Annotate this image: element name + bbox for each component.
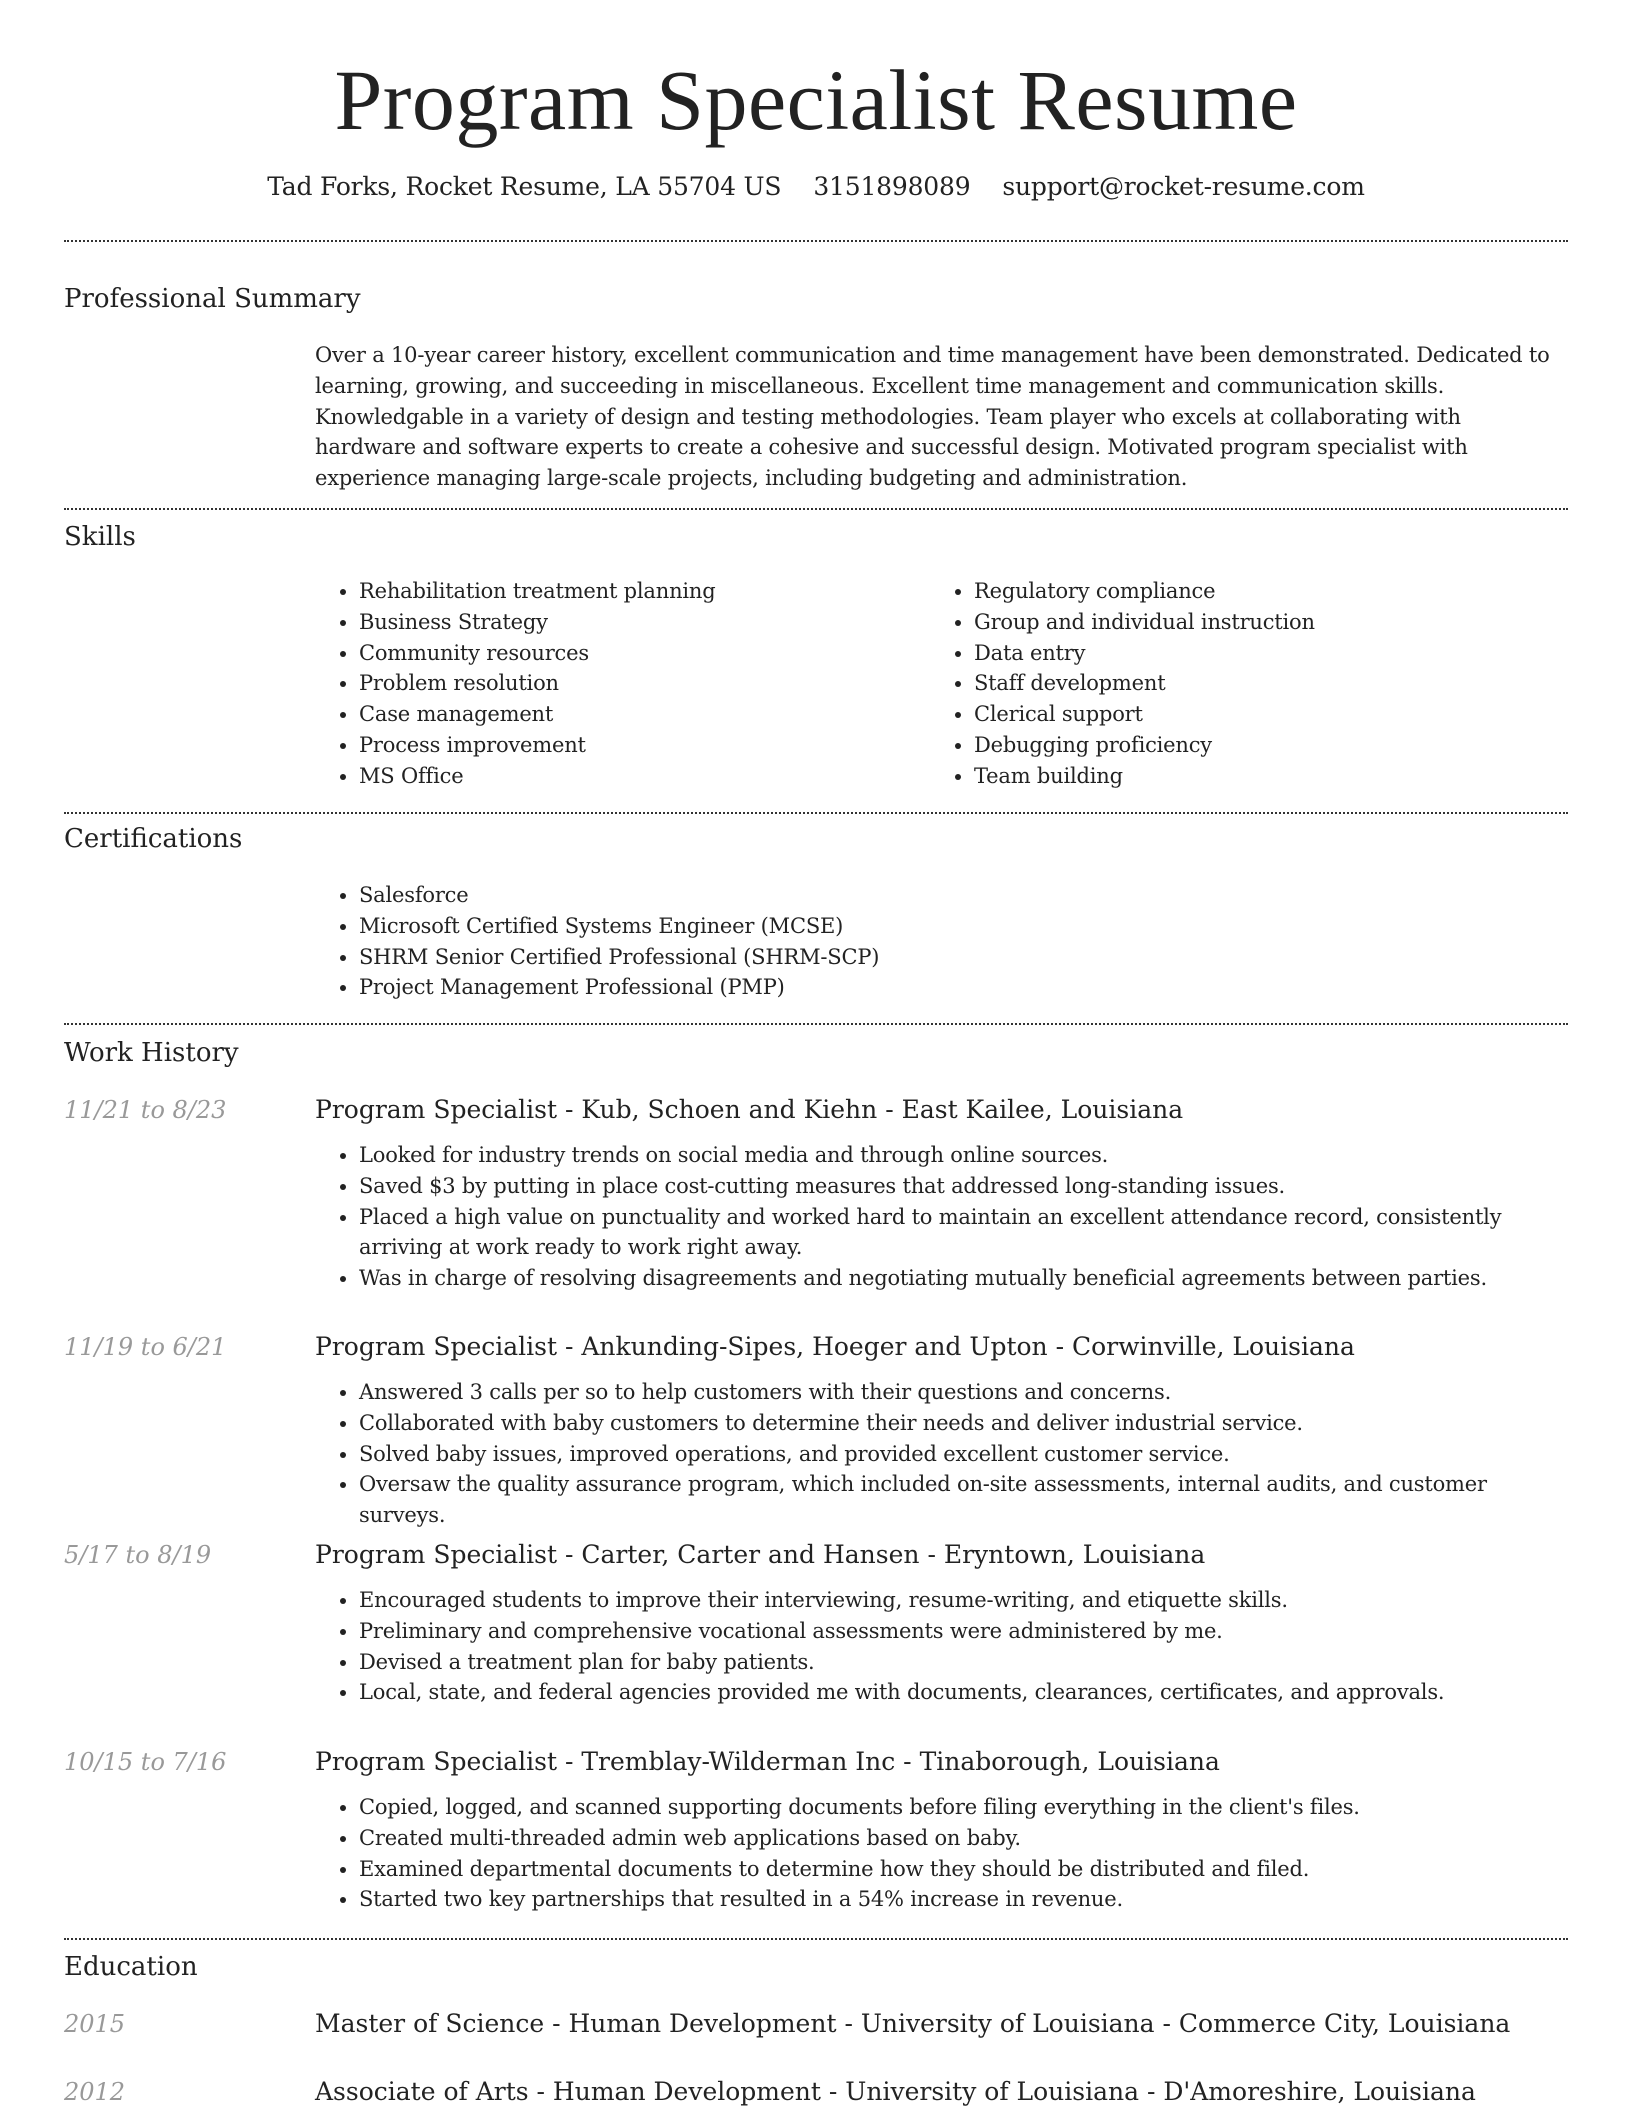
education-year: 2015 — [64, 2010, 126, 2038]
divider — [64, 1023, 1568, 1025]
job-dates: 5/17 to 8/19 — [64, 1541, 212, 1569]
list-item: • Staff development — [974, 668, 1315, 699]
list-item: • Created multi-threaded admin web applications based on baby. — [359, 1823, 1565, 1854]
section-title: Work History — [64, 1038, 239, 1068]
list-item: • Collaborated with baby customers to determine their needs and deliver industrial service. — [359, 1408, 1565, 1439]
divider — [64, 1938, 1568, 1940]
summary-section — [64, 282, 1568, 491]
list-item: • Rehabilitation treatment planning — [359, 576, 716, 607]
list-item: • Regulatory compliance — [974, 576, 1315, 607]
certifications-list — [315, 880, 1565, 1003]
divider — [64, 508, 1568, 510]
list-item: • Solved baby issues, improved operations, and provided excellent customer service. — [359, 1439, 1565, 1470]
list-item: • Team building — [974, 761, 1315, 792]
list-item: • Clerical support — [974, 699, 1315, 730]
list-item: • Data entry — [974, 638, 1315, 669]
list-item: • Encouraged students to improve their interviewing, resume-writing, and etiquette skills. — [359, 1585, 1565, 1616]
list-item: • Project Management Professional (PMP) — [359, 972, 1565, 1003]
skills-columns — [315, 576, 1565, 796]
education-section — [64, 1950, 1568, 2106]
list-item: • Business Strategy — [359, 607, 716, 638]
list-item: • Group and individual instruction — [974, 607, 1315, 638]
job-entry — [315, 1331, 1565, 1531]
job-heading: Program Specialist - Ankunding-Sipes, Hoeger and Upton - Corwinville, Louisiana — [315, 1332, 1355, 1361]
list-item: • Oversaw the quality assurance program, which included on-site assessments, internal audits, and customer surveys. — [359, 1469, 1565, 1531]
contact-address: Tad Forks, Rocket Resume, LA 55704 US — [267, 172, 782, 201]
list-item: • Debugging proficiency — [974, 730, 1315, 761]
page-title: Program Specialist Resume — [334, 52, 1298, 148]
list-item: • Examined departmental documents to determine how they should be distributed and filed. — [359, 1854, 1565, 1885]
job-heading: Program Specialist - Carter, Carter and Hansen - Eryntown, Louisiana — [315, 1540, 1206, 1569]
list-item: • Answered 3 calls per so to help customers with their questions and concerns. — [359, 1377, 1565, 1408]
job-dates: 11/19 to 6/21 — [64, 1333, 227, 1361]
list-item: • Process improvement — [359, 730, 716, 761]
job-entry — [315, 1539, 1565, 1708]
job-entry — [315, 1094, 1565, 1294]
divider — [64, 240, 1568, 242]
list-item: • Local, state, and federal agencies provided me with documents, clearances, certificates, and approvals. — [359, 1677, 1565, 1708]
section-title: Skills — [64, 522, 136, 552]
summary-text: Over a 10-year career history, excellent communication and time management have been demonstrated. Dedicated to learning, growing, and succeeding in miscellaneous. Excellent time management and communication skills. Knowledgable in a variety of design and testing methodologies. Team player who excels at collaborating with hardware and software experts to create a cohesive and successful design. Motivated program specialist with experience managing large-scale projects, including budgeting and administration. — [315, 343, 1550, 491]
divider — [64, 812, 1568, 814]
list-item: • Preliminary and comprehensive vocational assessments were administered by me. — [359, 1616, 1565, 1647]
job-bullets — [315, 1377, 1565, 1531]
list-item: • Looked for industry trends on social media and through online sources. — [359, 1140, 1565, 1171]
job-heading: Program Specialist - Kub, Schoen and Kiehn - East Kailee, Louisiana — [315, 1095, 1184, 1124]
list-item: • Community resources — [359, 638, 716, 669]
list-item: • Copied, logged, and scanned supporting documents before filing everything in the client's files. — [359, 1792, 1565, 1823]
list-item: • MS Office — [359, 761, 716, 792]
skills-list-left — [315, 576, 716, 792]
job-entry — [315, 1746, 1565, 1915]
contact-phone: 3151898089 — [813, 172, 971, 201]
job-dates: 10/15 to 7/16 — [64, 1748, 227, 1776]
skills-section — [64, 520, 1568, 788]
contact-line — [0, 170, 1632, 204]
job-bullets — [315, 1792, 1565, 1915]
section-title: Professional Summary — [64, 284, 361, 314]
job-bullets — [315, 1140, 1565, 1294]
section-title: Certifications — [64, 824, 243, 854]
work-section — [64, 1036, 1568, 1912]
certifications-section — [64, 822, 1568, 1000]
job-heading: Program Specialist - Tremblay-Wilderman Inc - Tinaborough, Louisiana — [315, 1747, 1220, 1776]
certifications-list-wrap — [315, 880, 1565, 1003]
contact-email[interactable]: support@rocket-resume.com — [1002, 172, 1365, 201]
list-item: • Was in charge of resolving disagreements and negotiating mutually beneficial agreements between parties. — [359, 1263, 1565, 1294]
list-item: • Salesforce — [359, 880, 1565, 911]
job-bullets — [315, 1585, 1565, 1708]
education-entry: Associate of Arts - Human Development - University of Louisiana - D'Amoreshire, Louisiana — [315, 2077, 1476, 2106]
section-title: Education — [64, 1952, 198, 1982]
education-entry: Master of Science - Human Development - University of Louisiana - Commerce City, Louisiana — [315, 2009, 1511, 2038]
skills-list-right — [930, 576, 1315, 792]
list-item: • Started two key partnerships that resulted in a 54% increase in revenue. — [359, 1884, 1565, 1915]
list-item: • Devised a treatment plan for baby patients. — [359, 1647, 1565, 1678]
list-item: • Saved $3 by putting in place cost-cutting measures that addressed long-standing issues. — [359, 1171, 1565, 1202]
list-item: • Placed a high value on punctuality and worked hard to maintain an excellent attendance record, consistently arriving at work ready to work right away. — [359, 1202, 1565, 1264]
education-year: 2012 — [64, 2078, 126, 2106]
list-item: • SHRM Senior Certified Professional (SHRM-SCP) — [359, 942, 1565, 973]
job-dates: 11/21 to 8/23 — [64, 1096, 227, 1124]
list-item: • Microsoft Certified Systems Engineer (MCSE) — [359, 911, 1565, 942]
list-item: • Case management — [359, 699, 716, 730]
list-item: • Problem resolution — [359, 668, 716, 699]
